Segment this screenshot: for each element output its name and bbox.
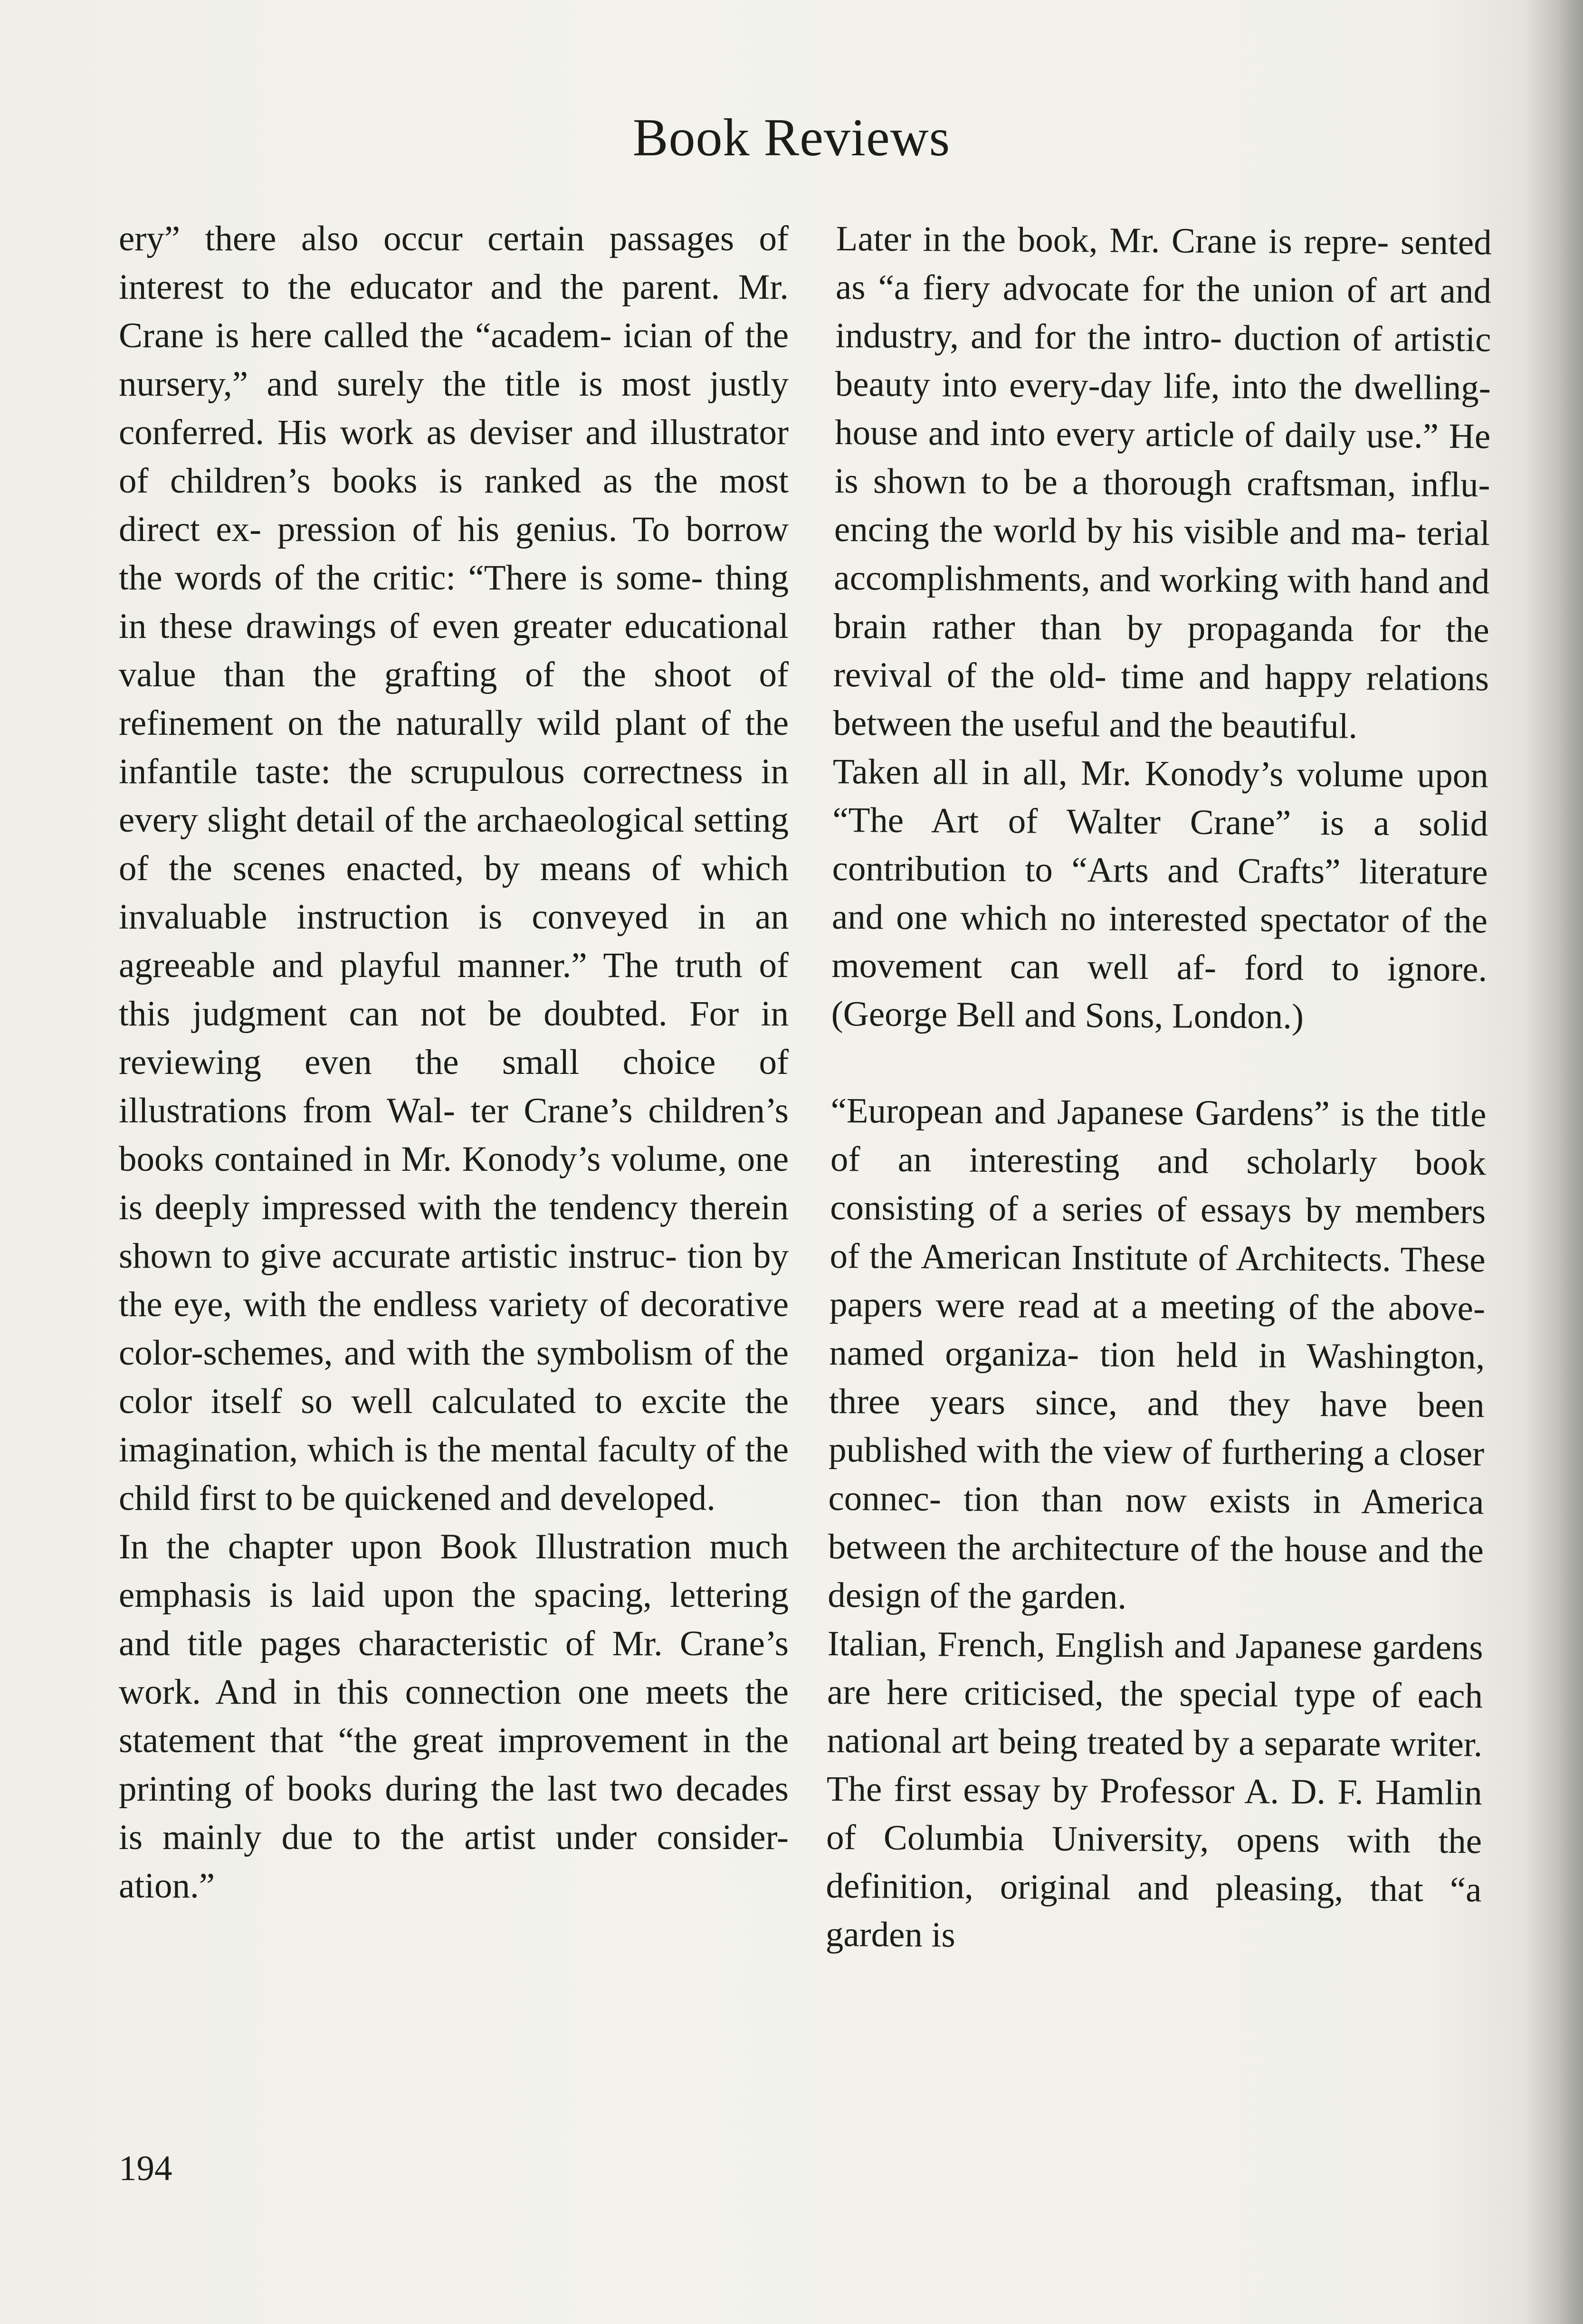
right-column (826, 215, 1492, 1963)
paragraph: Italian, French, English and Japanese gardens are here criticised, the special type of each national art being treated by a separate writer. The first essay by Professor A. D. F. Hamlin of Columbia University, opens with the definition, original and pleasing, that “a garden is (825, 1623, 1483, 1955)
paragraph: Later in the book, Mr. Crane is repre- sented as “a fiery advocate for the union of art and industry, and for the intro- duction of artistic beauty into every-day life, into the dwelling-house and into every article of daily use.” He is shown to be a thorough craftsman, influ- encing the world by his visible and ma- terial accomplishments, and working with hand and brain rather than by propaganda for the revival of the old- time and happy relations between the useful and the beautiful. (833, 218, 1492, 746)
paragraph: In the chapter upon Book Illustration much emphasis is laid upon the spacing, lettering and title pages characteristic of Mr. Crane’s work. And in this connection one meets the statement that “the great improvement in the printing of books during the last two decades is mainly due to the artist under consider- ation.” (119, 1527, 789, 1906)
page-number: 194 (119, 2149, 172, 2188)
paragraph: Taken all in all, Mr. Konody’s volume upon “The Art of Walter Crane” is a solid contribution to “Arts and Crafts” literature and one which no interested spectator of the movement can well af- ford to ignore. (George Bell and Sons, London.) (831, 751, 1489, 1037)
paragraph: “European and Japanese Gardens” is the title of an interesting and scholarly book consisting of a series of essays by members of the American Institute of Architects. These papers were read at a meeting of the above-named organiza- tion held in Washington, three years since, and they have been published with the view of furthering a closer connec- tion than now exists in America between the architecture of the house and the design of the garden. (827, 1091, 1487, 1617)
running-head: Book Reviews (632, 108, 951, 167)
left-column (119, 215, 789, 1910)
paragraph: ery” there also occur certain passages of interest to the educator and the parent. Mr. Crane is here called the “academ- ician of the nursery,” and surely the title is most justly conferred. His work as deviser and illustrator of children’s books is ranked as the most direct ex- pression of his genius. To borrow the words of the critic: “There is some- thing in these drawings of even greater educational value than the grafting of the shoot of refinement on the naturally wild plant of the infantile taste: the scrupulous correctness in every slight detail of the archaeological setting of the scenes enacted, by means of which invaluable instruction is conveyed in an agreeable and playful manner.” The truth of this judgment can not be doubted. For in reviewing even the small choice of illustrations from Wal- ter Crane’s children’s books contained in Mr. Konody’s volume, one is deeply impressed with the tendency therein shown to give accurate artistic instruc- tion by the eye, with the endless variety of decorative color-schemes, and with the symbolism of the color itself so well calculated to excite the imagination, which is the mental faculty of the child first to be quickened and developed. (119, 219, 789, 1518)
binding-shadow (1526, 0, 1583, 2324)
